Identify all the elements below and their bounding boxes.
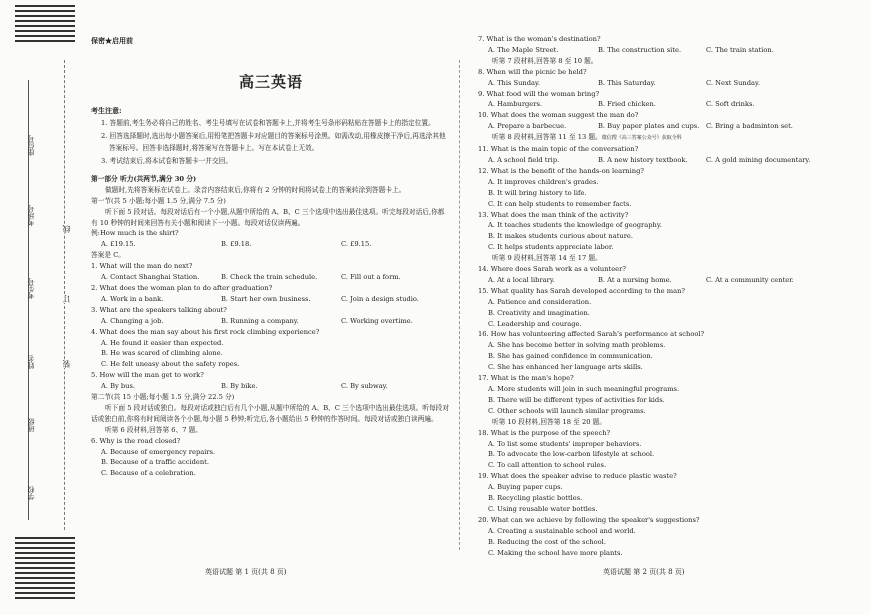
option-c: C. The train station.: [706, 45, 774, 54]
example-option-b: B. £9.18.: [221, 240, 252, 249]
option-b: B. Buy paper plates and cups.: [598, 122, 700, 131]
room-label: 考场号: [27, 205, 35, 226]
option-c: C. By subway.: [341, 382, 388, 391]
option-a: A. Hamburgers.: [488, 100, 543, 109]
option-c: C. At a community center.: [706, 275, 794, 284]
option-b: B. Reducing the cost of the school.: [488, 537, 606, 546]
question-text: 14. Where does Sarah work as a volunteer?: [478, 265, 626, 274]
question-text: 13. What does the man think of the activity?: [478, 210, 629, 219]
question-text: 9. What food will the woman bring?: [478, 89, 600, 98]
sec2-heading: 第二节(共 15 小题;每小题 1.5 分,满分 22.5 分): [91, 393, 235, 402]
question-text: 3. What are the speakers talking about?: [91, 305, 227, 314]
notice-item: 2. 回答选择题时,选出每小题答案后,用铅笔把答题卡对应题目的答案标号涂黑。如需改动,用橡皮擦干净后,再选涂其他答案标号。回答非选择题时,将答案写在答题卡上。写在本试卷上无效。: [101, 131, 446, 153]
option-a: A. Changing a job.: [101, 316, 164, 325]
column-divider: [459, 60, 460, 550]
option-a: A. At a local library.: [488, 275, 555, 284]
option-a: A. Buying paper cups.: [488, 483, 563, 492]
option-row: [478, 45, 838, 56]
option-a: A. It improves children's grades.: [488, 177, 599, 186]
option-a: A. The Maple Street.: [488, 45, 559, 54]
question-text: 10. What does the woman suggest the man do?: [478, 111, 639, 120]
option-c: C. Soft drinks.: [706, 100, 755, 109]
example-options: [91, 239, 451, 250]
hint-text: 听第 8 段材料,回答第 11 至 13 题。: [492, 133, 602, 142]
notice-item: 1. 答题前,考生务必将自己的姓名、考生号填写在试卷和答题卡上,并将考生号条形码粘贴在答题卡上的指定位置。: [101, 118, 435, 127]
section-hint: [478, 253, 838, 264]
option-a: A. Creating a sustainable school and world.: [488, 526, 636, 535]
option-c: C. It can help students to remember facts.: [488, 199, 632, 208]
question-text: 18. What is the purpose of the speech?: [478, 428, 611, 437]
option-row: [478, 155, 838, 166]
section-hint: [478, 56, 838, 67]
bottom-barcode-bars: [15, 537, 75, 602]
q6-option-c: C. Because of a celebration.: [101, 469, 196, 478]
option-row: [478, 78, 838, 89]
question-text: 20. What can we achieve by following the speaker's suggestions?: [478, 515, 700, 524]
cut-label-line: 线: [62, 225, 71, 233]
option-row: [91, 272, 451, 283]
option-c: C. To call attention to school rules.: [488, 461, 607, 470]
school-label: 学校: [27, 486, 35, 500]
sec1-heading: 第一节(共 5 小题;每小题 1.5 分,满分 7.5 分): [91, 196, 226, 205]
option-a: A. Contact Shanghai Station.: [101, 273, 200, 282]
question-text: 16. How has volunteering affected Sarah's performance at school?: [478, 330, 705, 339]
option-c: C. Using reusable water bottles.: [488, 504, 598, 513]
secret-mark: 保密★启用前: [91, 36, 133, 45]
question-text: 12. What is the benefit of the hands-on learning?: [478, 166, 644, 175]
part1-heading: 第一部分 听力(共两节,满分 30 分): [91, 174, 197, 183]
option-a: A. A school field trip.: [488, 155, 560, 164]
option-b: B. To advocate the low-carbon lifestyle at school.: [488, 450, 655, 459]
option-a: A. Patience and consideration.: [488, 297, 592, 306]
question-text: 7. What is the woman's destination?: [478, 35, 601, 43]
cut-label-fold: 装: [62, 360, 71, 368]
notice-item: 3. 考试结束后,将本试卷和答题卡一并交回。: [101, 157, 233, 166]
sec2-intro: 听下面 5 段对话或独白。每段对话或独白后有几个小题,从题中所给的 A、B、C 三个选项中选出最佳选项。听每段对话或独白前,你将有时间阅读各个小题,每小题 5 秒钟;听完后,各小题给出 5 秒钟的作答时间。每段对话或独白读两遍。: [91, 403, 450, 423]
option-row: [91, 381, 451, 392]
binding-strip: [0, 0, 78, 615]
example-question: 例:How much is the shirt?: [91, 229, 179, 238]
option-c: C. Working overtime.: [341, 316, 413, 325]
q6-option-b: B. Because of a traffic accident.: [101, 458, 209, 467]
question-text: 19. What does the speaker advise to reduce plastic waste?: [478, 472, 677, 481]
option-row: [478, 121, 838, 132]
option-a: A. Prepare a barbecue.: [488, 122, 567, 131]
q6-option-a: A. Because of emergency repairs.: [101, 447, 216, 456]
option-b: B. Recycling plastic bottles.: [488, 494, 583, 503]
page-2-column: [478, 34, 838, 559]
option-row: [91, 316, 451, 327]
option-b: B. Start her own business.: [221, 294, 311, 303]
option-b: B. Creativity and imagination.: [488, 308, 590, 317]
option-c: C. She has enhanced her language arts skills.: [488, 363, 643, 372]
option-c: C. He felt uneasy about the safety ropes.: [101, 360, 240, 369]
example-option-a: A. £19.15.: [101, 240, 136, 249]
class-label: 班级: [27, 418, 35, 432]
question-text: 8. When will the picnic be held?: [478, 67, 587, 76]
notice-heading: 考生注意:: [91, 105, 122, 115]
option-row: [478, 99, 838, 110]
option-b: B. This Saturday.: [598, 78, 656, 87]
option-a: A. More students will join in such meaningful programs.: [488, 385, 680, 393]
section-hint: [478, 417, 838, 428]
option-c: C. Bring a badminton set.: [706, 122, 793, 131]
option-a: A. By bus.: [101, 382, 136, 391]
option-b: B. It will bring history to life.: [488, 188, 587, 197]
option-b: B. Running a company.: [221, 316, 299, 325]
question-list-1: [91, 261, 451, 392]
option-b: B. Check the train schedule.: [221, 273, 318, 282]
option-b: B. At a nursing home.: [598, 275, 672, 284]
question-text: 17. What is the man's hope?: [478, 374, 574, 383]
hint-text: 听第 10 段材料,回答第 18 至 20 题。: [492, 417, 606, 426]
option-b: B. It makes students curious about nature.: [488, 232, 633, 241]
option-b: B. Fried chicken.: [598, 100, 656, 109]
question-text: 1. What will the man do next?: [91, 262, 193, 271]
part1-intro: 做题时,先将答案标在试卷上。录音内容结束后,你将有 2 分钟的时间将试卷上的答案转涂到答题卡上。: [105, 185, 406, 194]
option-row: [478, 275, 838, 286]
example-answer: 答案是 C。: [91, 251, 125, 260]
ad-text: 微信搜《高三答案公众号》获取全科: [601, 135, 682, 142]
hint-6: 听第 6 段材料,回答第 6、7 题。: [105, 425, 202, 434]
sec1-intro: 听下面 5 段对话。每段对话后有一个小题,从题中所给的 A、B、C 三个选项中选出最佳选项。听完每段对话后,你都有 10 秒钟的时间来回答有关小题和阅读下一小题。每段对话仅读两遍。: [91, 207, 445, 227]
option-row: [91, 294, 451, 305]
example-option-c: C. £9.15.: [341, 240, 372, 249]
option-c: C. Making the school have more plants.: [488, 548, 623, 557]
cut-label-bind: 订: [62, 295, 71, 303]
footer-page-2: 英语试题 第 2 页(共 8 页): [603, 568, 685, 576]
page-title: 高三英语: [238, 72, 303, 91]
name-label: 姓名: [27, 355, 35, 369]
option-c: C. Other schools will launch similar programs.: [488, 406, 646, 415]
top-barcode-bars: [15, 5, 75, 45]
candidate-no-label: 考生号: [27, 278, 35, 299]
option-b: B. A new history textbook.: [598, 155, 688, 164]
question-text: 2. What does the woman plan to do after graduation?: [91, 283, 273, 292]
option-b: B. He was scared of climbing alone.: [101, 349, 223, 358]
option-c: C. Fill out a form.: [341, 273, 401, 282]
option-c: C. Leadership and courage.: [488, 319, 582, 328]
option-c: C. Next Sunday.: [706, 78, 761, 87]
question-6: 6. Why is the road closed?: [91, 436, 181, 445]
option-c: C. It helps students appreciate labor.: [488, 243, 614, 252]
question-text: 5. How will the man get to work?: [91, 371, 204, 380]
option-a: A. It teaches students the knowledge of geography.: [488, 221, 662, 230]
seat-label: 座位号: [27, 135, 35, 156]
hint-text: 听第 7 段材料,回答第 8 至 10 题。: [492, 56, 598, 65]
option-a: A. He found it easier than expected.: [101, 338, 224, 347]
option-b: B. She has gained confidence in communication.: [488, 352, 653, 361]
option-a: A. She has become better in solving math problems.: [488, 341, 666, 350]
option-c: C. Join a design studio.: [341, 294, 419, 303]
question-text: 4. What does the man say about his first rock climbing experience?: [91, 327, 320, 336]
option-b: B. By bike.: [221, 382, 258, 391]
option-b: B. The construction site.: [598, 45, 682, 54]
option-a: A. Work in a bank.: [101, 294, 164, 303]
question-list-2: [478, 34, 838, 559]
section-hint: [478, 132, 838, 144]
option-a: A. This Sunday.: [488, 78, 541, 87]
option-c: C. A gold mining documentary.: [706, 155, 811, 164]
page-1-column: [91, 34, 451, 479]
option-b: B. There will be different types of activities for kids.: [488, 395, 665, 404]
footer-page-1: 英语试题 第 1 页(共 8 页): [205, 568, 287, 576]
hint-text: 听第 9 段材料,回答第 14 至 17 题。: [492, 254, 602, 263]
option-a: A. To list some students' improper behaviors.: [488, 439, 642, 448]
question-text: 15. What quality has Sarah developed according to the man?: [478, 286, 685, 295]
question-text: 11. What is the main topic of the conversation?: [478, 145, 639, 154]
notice-list: [91, 117, 451, 168]
